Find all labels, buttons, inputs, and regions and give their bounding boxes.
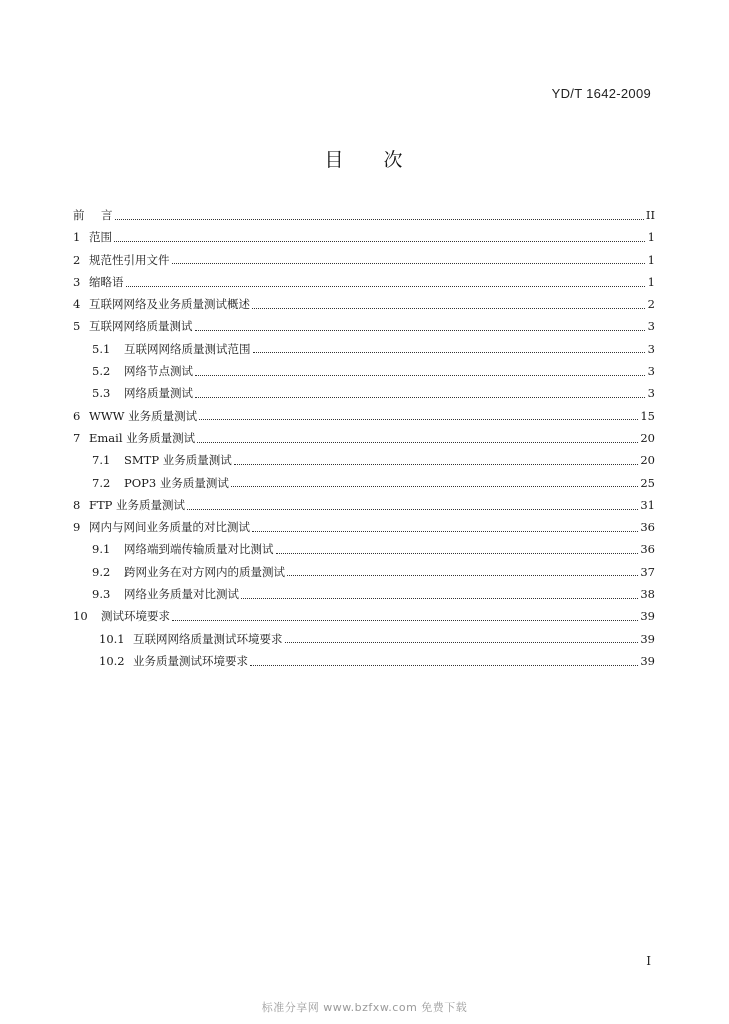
toc-leader-dots bbox=[197, 442, 638, 443]
toc-entry-number: 7 bbox=[73, 430, 81, 445]
toc-entry-title: FTP 业务质量测试 bbox=[89, 497, 186, 512]
toc-entry[interactable] bbox=[73, 271, 655, 293]
toc-entry-number: 10 bbox=[73, 609, 88, 624]
page-folio: I bbox=[646, 954, 651, 968]
toc-entry-page: 3 bbox=[647, 341, 655, 356]
toc-entry-number: 9.2 bbox=[92, 564, 111, 579]
toc-entry[interactable] bbox=[73, 382, 655, 404]
toc-entry-number: 5.1 bbox=[92, 341, 111, 356]
toc-entry[interactable] bbox=[73, 315, 655, 337]
toc-entry[interactable] bbox=[73, 472, 655, 494]
toc-entry[interactable] bbox=[73, 293, 655, 315]
toc-entry[interactable] bbox=[73, 583, 655, 605]
toc-entry-number: 10.2 bbox=[99, 653, 125, 668]
toc-entry-page: 39 bbox=[640, 653, 655, 668]
toc-entry-title: 网络节点测试 bbox=[124, 364, 193, 379]
toc-entry-title: 互联网网络质量测试环境要求 bbox=[133, 631, 283, 646]
toc-entry-page: 39 bbox=[640, 631, 655, 646]
toc-entry-number: 9.1 bbox=[92, 542, 111, 557]
toc-leader-dots bbox=[241, 598, 638, 599]
toc-entry-title: 网络业务质量对比测试 bbox=[124, 587, 239, 602]
toc-entry-number: 7.1 bbox=[92, 453, 111, 468]
toc-entry-title: 网络质量测试 bbox=[124, 386, 193, 401]
toc-entry-number: 9 bbox=[73, 520, 81, 535]
toc-entry-number: 2 bbox=[73, 252, 81, 267]
toc-leader-dots bbox=[114, 241, 645, 242]
toc-entry-number: 4 bbox=[73, 297, 81, 312]
toc-leader-dots bbox=[285, 642, 639, 643]
toc-entry[interactable] bbox=[73, 427, 655, 449]
toc-leader-dots bbox=[287, 575, 638, 576]
toc-entry-number: 5.3 bbox=[92, 386, 111, 401]
toc-entry-title: WWW 业务质量测试 bbox=[89, 408, 198, 423]
watermark: 标准分享网 www.bzfxw.com 免费下载 bbox=[261, 1001, 468, 1014]
toc-entry-page: II bbox=[645, 208, 655, 222]
toc-entry-page: 3 bbox=[647, 364, 655, 379]
title-char-2: 次 bbox=[383, 149, 405, 171]
toc-entry-page: 20 bbox=[640, 430, 655, 445]
toc-entry[interactable] bbox=[73, 338, 655, 360]
toc-entry[interactable] bbox=[73, 605, 655, 627]
toc-entry-title: 网络端到端传输质量对比测试 bbox=[124, 542, 274, 557]
toc-entry-page: 3 bbox=[647, 319, 655, 334]
toc-entry[interactable] bbox=[73, 494, 655, 516]
toc-entry-number: 5.2 bbox=[92, 364, 111, 379]
toc-entry-page: 37 bbox=[640, 564, 655, 579]
toc-entry[interactable] bbox=[73, 226, 655, 248]
toc-leader-dots bbox=[195, 375, 645, 376]
toc-entry[interactable] bbox=[73, 204, 655, 226]
toc-leader-dots bbox=[276, 553, 639, 554]
toc-entry-page: 39 bbox=[640, 609, 655, 624]
toc-entry[interactable] bbox=[73, 249, 655, 271]
toc-entry-page: 3 bbox=[647, 386, 655, 401]
toc-entry-number: 8 bbox=[73, 497, 81, 512]
toc-entry-title: SMTP 业务质量测试 bbox=[124, 453, 232, 468]
toc-entry-title: 言 bbox=[101, 208, 113, 222]
toc-entry[interactable] bbox=[73, 516, 655, 538]
toc-entry-page: 1 bbox=[647, 274, 655, 289]
toc-entry-title: POP3 业务质量测试 bbox=[124, 475, 229, 490]
toc-entry-title: 互联网网络质量测试 bbox=[89, 319, 193, 334]
toc-entry-title: 范围 bbox=[89, 230, 112, 245]
toc-entry-title: 业务质量测试环境要求 bbox=[133, 653, 248, 668]
toc-entry-page: 2 bbox=[647, 297, 655, 312]
toc-entry-title: 测试环境要求 bbox=[101, 609, 170, 624]
toc-entry-page: 36 bbox=[640, 520, 655, 535]
title-char-1: 目 bbox=[324, 149, 346, 171]
toc-entry-title: 互联网网络及业务质量测试概述 bbox=[89, 297, 250, 312]
toc-entry-number: 9.3 bbox=[92, 587, 111, 602]
toc-entry-number: 7.2 bbox=[92, 475, 111, 490]
toc-entry[interactable] bbox=[73, 650, 655, 672]
toc-entry-page: 38 bbox=[640, 587, 655, 602]
toc-leader-dots bbox=[250, 665, 638, 666]
toc-leader-dots bbox=[231, 486, 638, 487]
toc-entry-page: 20 bbox=[640, 453, 655, 468]
toc-entry-title: 缩略语 bbox=[89, 274, 124, 289]
toc-entry-number: 10.1 bbox=[99, 631, 125, 646]
toc-leader-dots bbox=[252, 531, 638, 532]
toc-entry-number: 3 bbox=[73, 274, 81, 289]
toc-leader-dots bbox=[253, 352, 646, 353]
toc-entry-page: 25 bbox=[640, 475, 655, 490]
toc-entry-page: 1 bbox=[647, 230, 655, 245]
toc-entry-title: 规范性引用文件 bbox=[89, 252, 170, 267]
toc-leader-dots bbox=[252, 308, 645, 309]
toc-entry[interactable] bbox=[73, 628, 655, 650]
toc-leader-dots bbox=[195, 397, 645, 398]
toc-entry-number: 前 bbox=[73, 208, 85, 222]
toc-leader-dots bbox=[195, 330, 646, 331]
toc-entry-number: 6 bbox=[73, 408, 81, 423]
toc-entry-page: 15 bbox=[640, 408, 655, 423]
toc-leader-dots bbox=[172, 620, 638, 621]
toc-entry-number: 1 bbox=[73, 230, 81, 245]
toc-entry[interactable] bbox=[73, 449, 655, 471]
toc-leader-dots bbox=[172, 263, 646, 264]
toc-leader-dots bbox=[187, 509, 638, 510]
toc-leader-dots bbox=[126, 286, 646, 287]
toc-entry-page: 1 bbox=[647, 252, 655, 267]
toc-entry-title: 网内与网间业务质量的对比测试 bbox=[89, 520, 250, 535]
table-of-contents bbox=[73, 204, 655, 672]
standard-code: YD/T 1642-2009 bbox=[551, 86, 651, 101]
toc-leader-dots bbox=[199, 419, 638, 420]
toc-entry-page: 36 bbox=[640, 542, 655, 557]
toc-entry-title: Email 业务质量测试 bbox=[89, 430, 196, 445]
toc-leader-dots bbox=[115, 219, 644, 220]
toc-entry[interactable] bbox=[73, 561, 655, 583]
toc-entry-title: 跨网业务在对方网内的质量测试 bbox=[124, 564, 285, 579]
toc-entry-page: 31 bbox=[640, 497, 655, 512]
toc-leader-dots bbox=[234, 464, 639, 465]
toc-entry-title: 互联网网络质量测试范围 bbox=[124, 341, 251, 356]
toc-entry[interactable] bbox=[73, 405, 655, 427]
toc-entry[interactable] bbox=[73, 360, 655, 382]
toc-entry-number: 5 bbox=[73, 319, 81, 334]
toc-entry[interactable] bbox=[73, 538, 655, 560]
page-title bbox=[0, 145, 729, 172]
